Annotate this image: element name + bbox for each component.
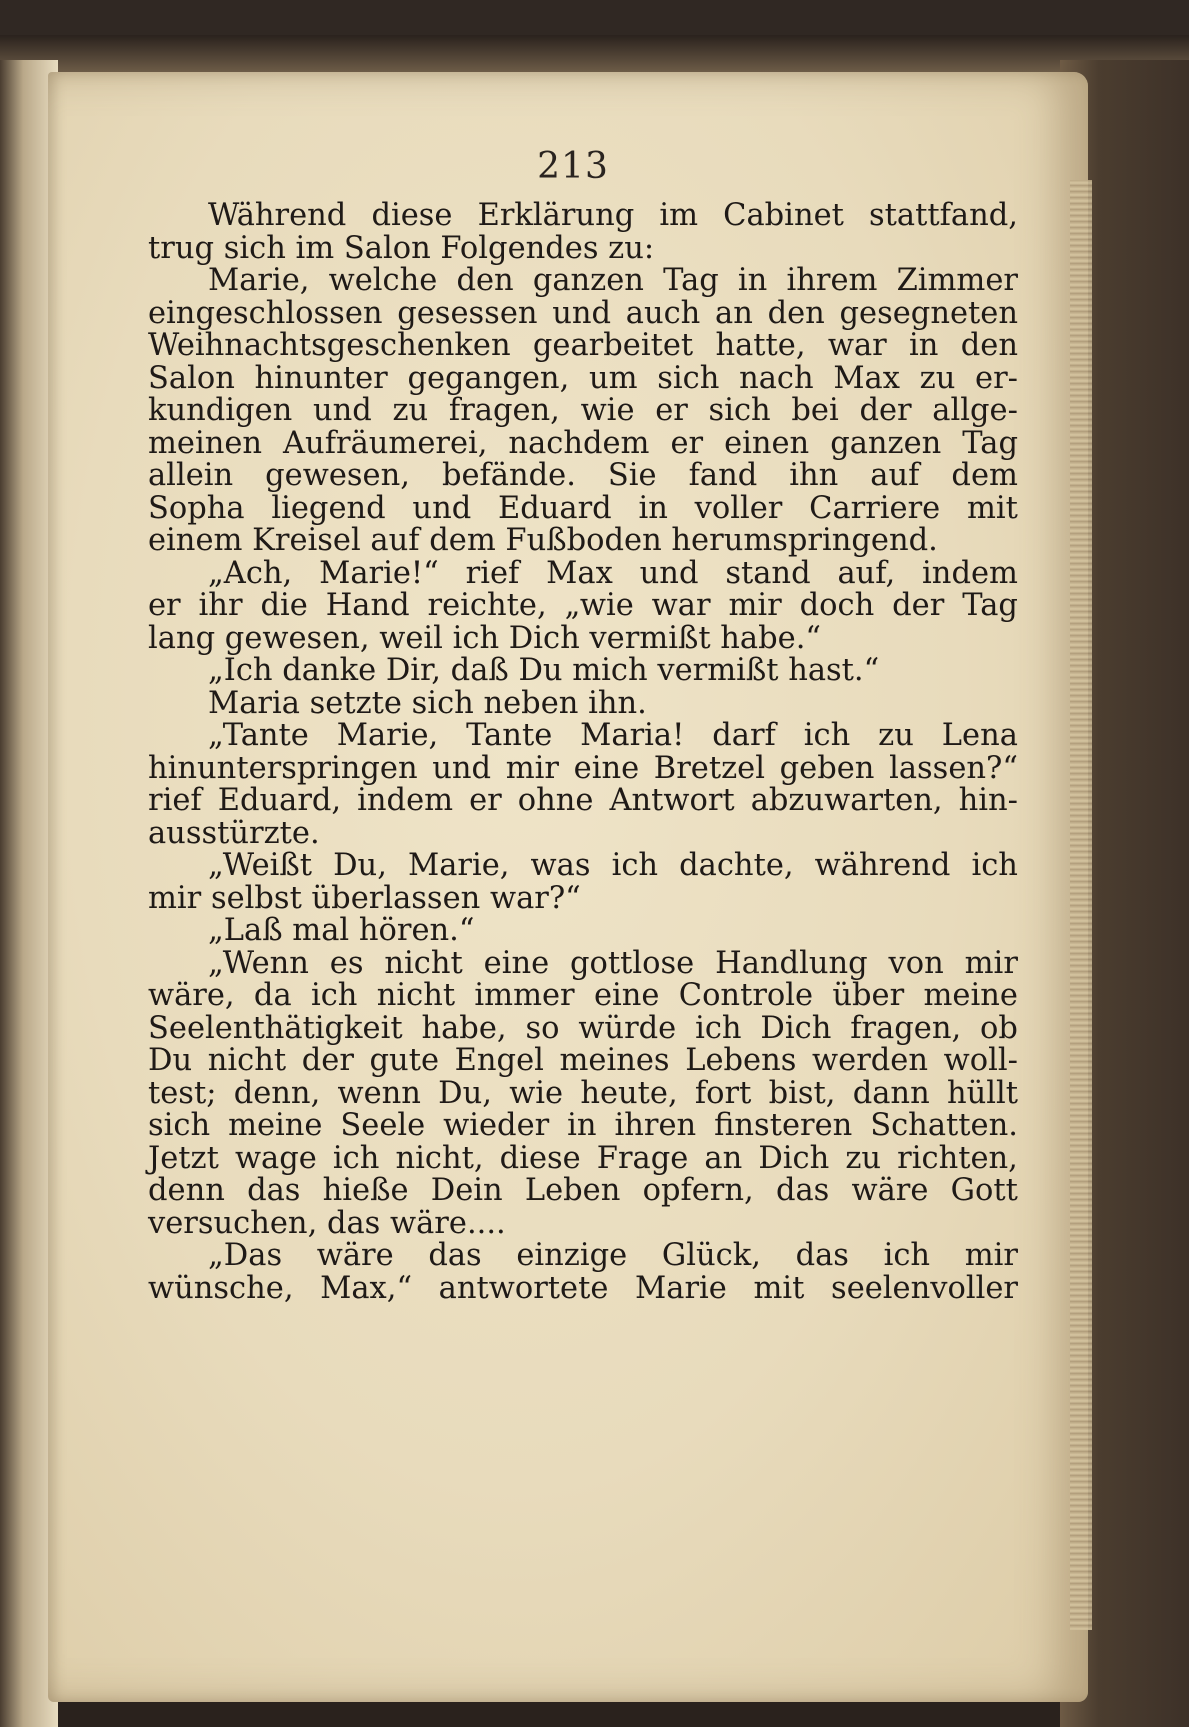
text-line: Du nicht der gute Engel meines Lebens werden woll- bbox=[148, 1043, 1018, 1078]
text-line: lang gewesen, weil ich Dich vermißt habe.“ bbox=[148, 620, 821, 656]
text-line: einem Kreisel auf dem Fußboden herumspringend. bbox=[148, 523, 938, 558]
text-line: eingeschlossen gesessen und auch an den gesegneten bbox=[148, 295, 1018, 331]
text-line: Jetzt wage ich nicht, diese Frage an Dich zu richten, bbox=[148, 1140, 1018, 1176]
text-line: Weihnachtsgeschenken gearbeitet hatte, war in den bbox=[148, 328, 1018, 363]
text-line: trug sich im Salon Folgendes zu: bbox=[148, 230, 655, 266]
text-line: denn das hieße Dein Leben opfern, das wäre Gott bbox=[148, 1173, 1018, 1208]
text-line: test; denn, wenn Du, wie heute, fort bist, dann hüllt bbox=[148, 1075, 1018, 1111]
text-line: rief Eduard, indem er ohne Antwort abzuwarten, hin- bbox=[148, 783, 1018, 818]
text-line: „Ich danke Dir, daß Du mich vermißt hast.“ bbox=[208, 653, 880, 688]
text-line: allein gewesen, befände. Sie fand ihn auf dem bbox=[148, 458, 1018, 493]
right-page-stack bbox=[1070, 180, 1092, 1630]
text-line: Sopha liegend und Eduard in voller Carriere mit bbox=[148, 490, 1018, 526]
text-line: „Wenn es nicht eine gottlose Handlung von mir bbox=[208, 945, 1018, 981]
text-line: Seelenthätigkeit habe, so würde ich Dich fragen, ob bbox=[148, 1010, 1018, 1046]
text-line: wäre, da ich nicht immer eine Controle über meine bbox=[148, 978, 1018, 1013]
text-line: versuchen, das wäre.... bbox=[148, 1205, 506, 1241]
text-line: kundigen und zu fragen, wie er sich bei der allge- bbox=[148, 393, 1018, 428]
text-line: „Tante Marie, Tante Maria! darf ich zu Lena bbox=[208, 718, 1018, 753]
text-line: hinunterspringen und mir eine Bretzel geben lassen?“ bbox=[148, 750, 1018, 786]
text-line: wünsche, Max,“ antwortete Marie mit seelenvoller bbox=[148, 1270, 1018, 1306]
text-line: „Laß mal hören.“ bbox=[208, 913, 475, 948]
book-page bbox=[48, 72, 1088, 1702]
body-text bbox=[148, 200, 1018, 1305]
text-line: Marie, welche den ganzen Tag in ihrem Zimmer bbox=[208, 263, 1018, 298]
text-line: Während diese Erklärung im Cabinet stattfand, bbox=[208, 198, 1018, 233]
text-line: „Weißt Du, Marie, was ich dachte, während ich bbox=[208, 848, 1018, 883]
text-line: ausstürzte. bbox=[148, 815, 320, 851]
text-line: mir selbst überlassen war?“ bbox=[148, 880, 581, 916]
text-line: „Das wäre das einzige Glück, das ich mir bbox=[208, 1238, 1018, 1273]
text-line: sich meine Seele wieder in ihren finsteren Schatten. bbox=[148, 1108, 1018, 1143]
text-line: Salon hinunter gegangen, um sich nach Max zu er- bbox=[148, 360, 1018, 396]
text-line: meinen Aufräumerei, nachdem er einen ganzen Tag bbox=[148, 425, 1018, 461]
text-line: Maria setzte sich neben ihn. bbox=[208, 685, 647, 721]
text-line: „Ach, Marie!“ rief Max und stand auf, indem bbox=[208, 555, 1018, 591]
text-line: er ihr die Hand reichte, „wie war mir doch der Tag bbox=[148, 588, 1018, 623]
page-number: 213 bbox=[537, 146, 609, 187]
